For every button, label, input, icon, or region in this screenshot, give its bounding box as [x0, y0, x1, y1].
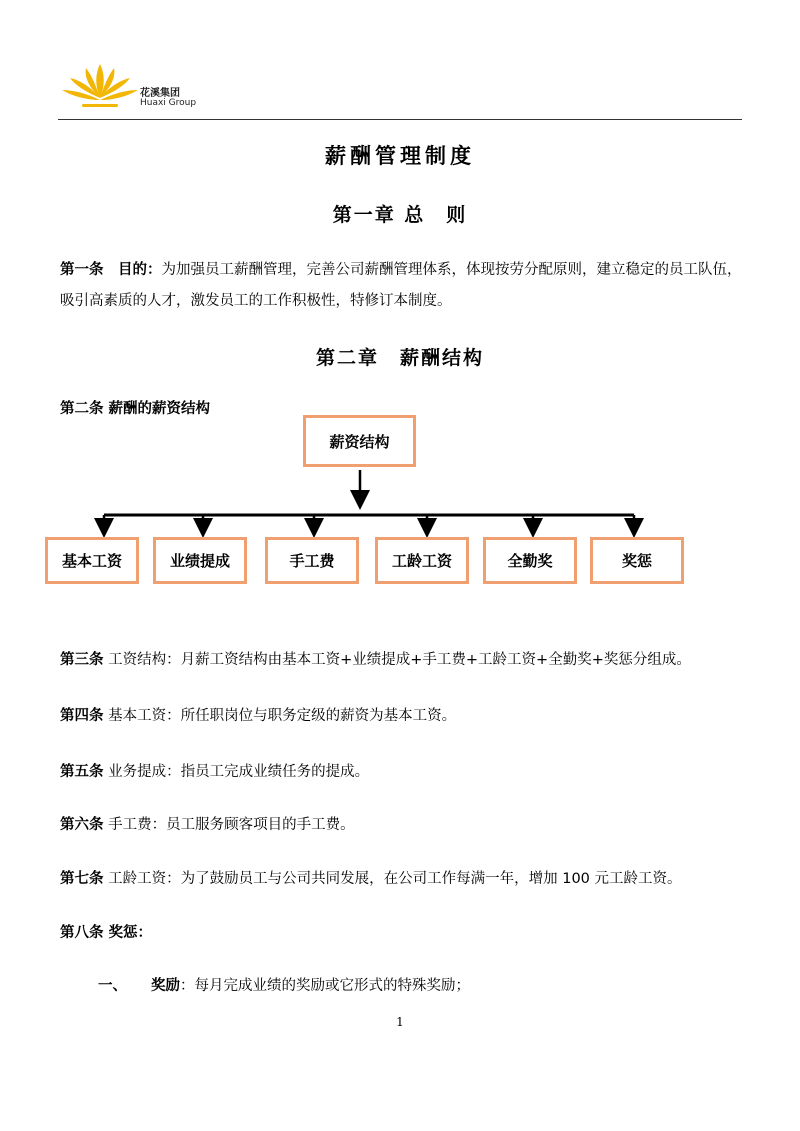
- article-5: [60, 760, 369, 781]
- article-8-item-1: [98, 974, 470, 995]
- item-1-text: ：每月完成业绩的奖励或它形式的特殊奖励；: [180, 978, 470, 994]
- header-divider: [58, 119, 742, 120]
- item-1-number: 一、: [98, 978, 127, 994]
- article-5-text: 业务提成：指员工完成业绩任务的提成。: [103, 764, 370, 780]
- article-6: [60, 813, 355, 834]
- article-3-label: 第三条: [60, 652, 104, 668]
- company-name-cn: 花溪集团: [140, 88, 180, 99]
- chart-box-rewards-penalties: 奖惩: [590, 537, 684, 584]
- article-6-label: 第六条: [60, 817, 104, 833]
- chapter-2-heading: 第二章 薪酬结构: [315, 347, 484, 369]
- chart-box-performance-commission: 业绩提成: [153, 537, 247, 584]
- company-name-en: Huaxi Group: [140, 98, 197, 108]
- article-4-label: 第四条: [60, 708, 104, 724]
- article-3: [60, 648, 691, 669]
- article-2-label: 第二条 薪酬的薪资结构: [60, 401, 211, 417]
- article-7: [60, 867, 682, 888]
- chart-box-seniority-pay: 工龄工资: [375, 537, 469, 584]
- company-logo: [60, 58, 200, 114]
- article-3-text: 工资结构：月薪工资结构由基本工资+业绩提成+手工费+工龄工资+全勤奖+奖惩分组成。: [103, 652, 691, 668]
- item-1-label: 奖励: [151, 978, 180, 994]
- article-7-text: 工龄工资：为了鼓励员工与公司共同发展，在公司工作每满一年，增加 100 元工龄工资。: [103, 871, 682, 887]
- article-5-label: 第五条: [60, 764, 104, 780]
- article-1-label: 第一条 目的：: [60, 262, 162, 278]
- lotus-logo-icon: [60, 58, 140, 114]
- article-6-text: 手工费：员工服务顾客项目的手工费。: [103, 817, 355, 833]
- article-4: [60, 704, 456, 725]
- chart-box-attendance-bonus: 全勤奖: [483, 537, 577, 584]
- article-1: [60, 255, 750, 317]
- article-4-text: 基本工资：所任职岗位与职务定级的薪资为基本工资。: [103, 708, 457, 724]
- article-7-label: 第七条: [60, 871, 104, 887]
- article-8-label: 第八条 奖惩：: [60, 925, 153, 941]
- chapter-1-heading: 第一章 总 则: [332, 204, 468, 226]
- document-title: 薪酬管理制度: [325, 144, 475, 168]
- chart-box-basic-salary: 基本工资: [45, 537, 139, 584]
- chart-box-service-fee: 手工费: [265, 537, 359, 584]
- page-number: 1: [396, 1015, 404, 1029]
- chart-root-box: 薪资结构: [303, 415, 416, 467]
- article-1-text: 为加强员工薪酬管理，完善公司薪酬管理体系，体现按劳分配原则，建立稳定的员工队伍，吸引高素质的人才，激发员工的工作积极性，特修订本制度。: [60, 262, 742, 309]
